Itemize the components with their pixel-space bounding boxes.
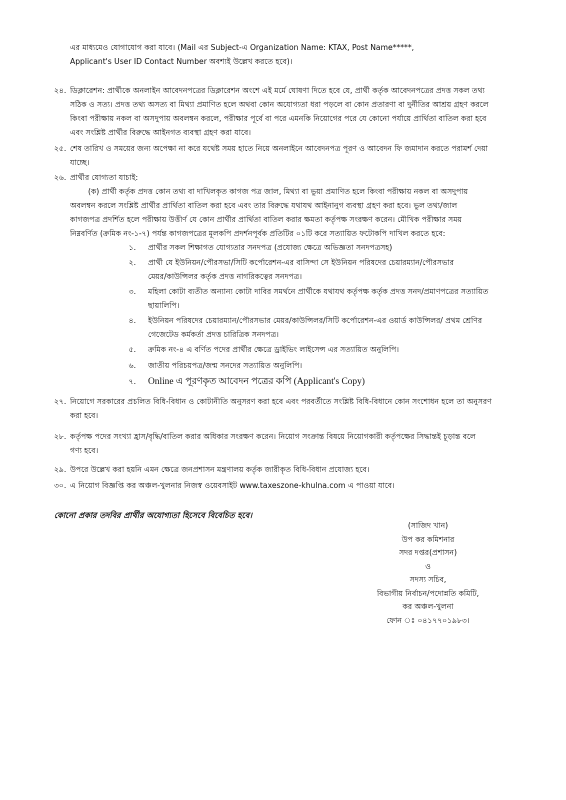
item-number: ২৪. <box>54 86 67 95</box>
subitem-text <box>148 314 512 342</box>
item-number: ২৭. <box>54 397 67 406</box>
subitem-line: ছায়ালিপি। <box>148 301 180 310</box>
signature-line: ও <box>425 561 431 571</box>
item-line: এ নিয়োগ বিজ্ঞপ্তি কর অঞ্চল-খুলনার নিজস্ব ওয়েবসাইট www.taxeszone-khulna.com এ পাওয়া যাবে। <box>70 481 395 490</box>
item-line: প্রার্থীর যোগ্যতা যাচাই: <box>70 173 139 182</box>
subitem-line: প্রার্থী যে ইউনিয়ন/পৌরসভা/সিটি কর্পোরেশন-এর বাসিন্দা সে ইউনিয়ন পরিষদের চেয়ারম্যান/পৌরসভার <box>148 258 454 267</box>
signature-line: বিভাগীয় নির্বাচন/পদোন্নতি কমিটি, <box>376 588 480 598</box>
subitem-line: মেয়র/কাউন্সিলর কর্তৃক প্রদত্ত নাগরিকত্বের সনদপত্র। <box>148 272 302 281</box>
item-line: উপরে উল্লেখ করা হয়নি এমন ক্ষেত্রে জনপ্রশাসন মন্ত্রণালয় কর্তৃক জারীকৃত বিধি-বিধান প্রযোজ্য হবে। <box>70 465 370 474</box>
signature-line: সদস্য সচিব, <box>409 575 447 584</box>
subitem-line: গেজেটেড কর্মকর্তা প্রদত্ত চারিত্রিক সনদপত্র। <box>148 330 279 339</box>
subitem-text <box>148 241 512 255</box>
subitem-line: ক্রমিক নং-৪ এ বর্ণিত পদের প্রার্থীর ক্ষেত্রে ড্রাইভিং লাইসেন্স এর সত্যায়িত অনুলিপি। <box>148 345 399 354</box>
item-number: ২৮. <box>54 432 67 441</box>
item-line: কর্তৃপক্ষ পদের সংখ্যা হ্রাস/বৃদ্ধি/বাতিল করার অধিকার সংরক্ষণ করেন। নিয়োগ সংক্রান্ত বিষয়ে নিয়োগকারী কর্তৃপক্ষের সিদ্ধান্তই চূড়ান্ত বলে <box>70 432 476 441</box>
subitem-number: ২. <box>128 258 136 267</box>
subitem-line: জাতীয় পরিচয়পত্র/জন্ম সনদের সত্যায়িত অনুলিপি। <box>148 361 303 370</box>
signature-name: (সাজিদ খান) <box>407 521 449 530</box>
item-30-text <box>70 479 512 493</box>
subitem-text <box>148 359 512 373</box>
item-line: করা হবে। <box>70 411 99 420</box>
item-line: ডিক্লারেশন: প্রার্থীকে অনলাইন আবেদনপত্রের ডিক্লারেশন অংশে এই মর্মে ঘোষণা দিতে হবে যে, প্রার্থী কর্তৃক আবেদনপত্রের প্রদত্ত সকল তথ্য <box>70 86 485 95</box>
item-line: নিয়োগে সরকারের প্রচলিত বিধি-বিধান ও কোটানীতি অনুসরণ করা হবে এবং পরবর্তীতে সংশ্লিষ্ট বিধি-বিধানে কোন সংশোধন হলে তা অনুসরণ <box>70 397 492 406</box>
item-line: (ক) প্রার্থী কর্তৃক প্রদত্ত কোন তথ্য বা দাখিলকৃত কাগজ পত্র জাল, মিথ্যা বা ভুয়া প্রমাণিত হলে কিংবা পরীক্ষায় নকল বা অসদুপায় <box>88 187 468 196</box>
item-25-text <box>70 142 512 170</box>
item-line: নিম্নবর্ণিত (ক্রমিক নং-১-৭) পর্যন্ত কাগজপত্রের মূলকপি প্রদর্শনপূর্বক প্রতিটির ০১টি করে সত্যায়িত ফটোকপি দাখিল করতে হবে: <box>70 229 446 238</box>
item-number: ২৯. <box>54 465 67 474</box>
signature-line: উপ কর কমিশনার <box>401 534 455 544</box>
item-line: কাগজপত্র প্রদর্শিত হলে পরীক্ষায় উত্তীর্ণ যে কোন প্রার্থীর প্রার্থিতা বাতিল করার ক্ষমতা কর্তৃপক্ষ সংরক্ষণ করেন। মৌখিক পরীক্ষার সময় <box>70 215 462 224</box>
subitem-text <box>148 285 512 313</box>
subitem-number: ৩. <box>128 287 136 296</box>
item-27-text <box>70 395 512 423</box>
subitem-line: ইউনিয়ন পরিষদের চেয়ারম্যান/পৌরসভার মেয়র/কাউন্সিলর/সিটি কর্পোরেশন-এর ওয়ার্ড কাউন্সিলর/ প্রথম শ্রেণির <box>148 316 482 325</box>
signature-line: সদর দপ্তর(প্রশাসন) <box>399 548 457 557</box>
signature-block <box>328 519 528 627</box>
subitem-text <box>148 256 512 284</box>
intro-line: এর মাধ্যমেও যোগাযোগ করা যাবে। (Mail এর Subject-এ Organization Name: KTAX, Post Name*****, <box>70 43 415 52</box>
item-number: ২৬. <box>54 173 67 182</box>
subitem-number: ১. <box>128 243 136 252</box>
intro-line: Applicant's User ID Contact Number অবশ্যই উল্লেখ করতে হবে)। <box>70 57 293 66</box>
item-number: ৩০. <box>54 481 67 490</box>
item-line: সঠিক ও সত্য। প্রদত্ত তথ্য অসত্য বা মিথ্যা প্রমাণিত হলে অথবা কোন অযোগ্যতা ধরা পড়লে বা কোন প্রতারণা বা দুর্নীতির আশ্রয় গ্রহণ করলে <box>70 100 489 109</box>
subitem-text <box>148 375 512 389</box>
subitem-line: Online এ পূরণকৃত আবেদন পত্রের কপি (Applicant's Copy) <box>148 377 365 387</box>
subitem-number: ৫. <box>128 345 136 354</box>
item-number: ২৫. <box>54 144 67 153</box>
signature-phone: ফোন ঃ ০৪১৭৭০১৯৮৩। <box>386 615 470 625</box>
intro-paragraph <box>70 41 510 69</box>
warning-statement: কোনো প্রকার তদবির প্রার্থীর অযোগ্যতা হিসেবে বিবেচিত হবে। <box>54 511 253 520</box>
subitem-text <box>148 343 512 357</box>
item-28-text <box>70 430 512 458</box>
item-26-text-cont <box>70 199 512 241</box>
item-line: কিংবা পরীক্ষায় নকল বা অসদুপায় অবলম্বন করলে, পরীক্ষার পূর্বে বা পরে এমনকি নিয়োগের পরে যে কোনো পর্যায়ে প্রার্থিতা বাতিল করা হবে <box>70 114 487 123</box>
item-26-heading <box>70 171 512 185</box>
item-line: এবং সংশ্লিষ্ট প্রার্থীর বিরুদ্ধে আইনগত ব্যবস্থা গ্রহণ করা যাবে। <box>70 128 251 137</box>
subitem-number: ৬. <box>128 361 136 370</box>
subitem-number: ৭. <box>128 377 136 386</box>
subitem-line: প্রার্থীর সকল শিক্ষাগত যোগ্যতার সনদপত্র (প্রযোজ্য ক্ষেত্রে অভিজ্ঞতা সনদপত্রসহ) <box>148 243 393 252</box>
item-line: অবলম্বন করলে সংশ্লিষ্ট প্রার্থীর প্রার্থিতা বাতিল করা হবে এবং তার বিরুদ্ধে যথাযথ আইনানুগ ব্যবস্থা গ্রহণ করা হবে। ভুল তথ্য/জাল <box>70 201 458 210</box>
item-line: গণ্য হবে। <box>70 446 99 455</box>
subitem-number: ৪. <box>128 316 136 325</box>
item-29-text <box>70 463 512 477</box>
signature-line: কর অঞ্চল-খুলনা <box>402 602 454 611</box>
item-24-text <box>70 84 512 140</box>
item-line: যাচ্ছে। <box>70 158 90 167</box>
item-26-text <box>88 185 512 199</box>
subitem-line: মহিলা কোটা ব্যতীত অন্যান্য কোটা দাবির সমর্থনে প্রার্থীকে যথাযথ কর্তৃপক্ষ কর্তৃক প্রদত্ত সনদ/প্রমাণপত্রের সত্যায়িত <box>148 287 489 296</box>
item-line: শেষ তারিখ ও সময়ের জন্য অপেক্ষা না করে যথেষ্ট সময় হাতে নিয়ে অনলাইনে আবেদনপত্র পূরণ ও আবেদন ফি জমাদান করতে পরামর্শ দেয়া <box>70 144 488 153</box>
